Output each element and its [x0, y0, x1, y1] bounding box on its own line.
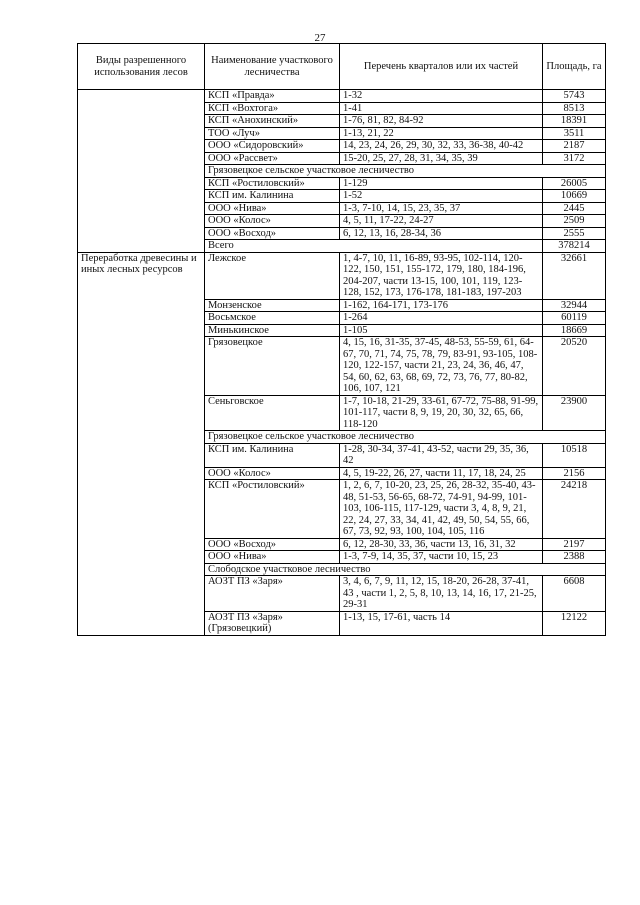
quarters-list: 1-7, 10-18, 21-29, 33-61, 67-72, 75-88, 91-99, 101-117, части 8, 9, 19, 20, 30, 32, 65, 66, 118-120: [340, 395, 543, 431]
forestry-name: Монзенское: [205, 299, 340, 312]
area-value: 18391: [543, 115, 606, 128]
forestry-name: ООО «Колос»: [205, 215, 340, 228]
quarters-list: 1, 2, 6, 7, 10-20, 23, 25, 26, 28-32, 35-40, 43-48, 51-53, 56-65, 68-72, 74-91, 94-99, 101-103, 106-115, 117-129, части 3, 4, 8, 9, 21, 22, 24, 27, 33, 34, 41, 42, 49, 50, 54, 55, 66, 67, 73, 92, 93, 100, 104, 105, 116: [340, 480, 543, 539]
area-value: 20520: [543, 337, 606, 396]
forestry-name: ООО «Восход»: [205, 538, 340, 551]
area-value: 2555: [543, 227, 606, 240]
quarters-list: 1-3, 7-9, 14, 35, 37, части 10, 15, 23: [340, 551, 543, 564]
area-value: 10518: [543, 443, 606, 467]
forestry-name: Восьмское: [205, 312, 340, 325]
forestry-name: КСП «Анохинский»: [205, 115, 340, 128]
quarters-list: 6, 12, 13, 16, 28-34, 36: [340, 227, 543, 240]
total-label: Всего: [205, 240, 543, 253]
area-value: 2187: [543, 140, 606, 153]
forestry-name: Грязовецкое: [205, 337, 340, 396]
area-value: 2197: [543, 538, 606, 551]
forestry-name: Лежское: [205, 252, 340, 299]
area-value: 8513: [543, 102, 606, 115]
forestry-name: ООО «Нива»: [205, 551, 340, 564]
forestry-name: КСП им. Калинина: [205, 443, 340, 467]
quarters-list: 4, 15, 16, 31-35, 37-45, 48-53, 55-59, 61, 64-67, 70, 71, 74, 75, 78, 79, 83-91, 93-105, 108-120, 122-157, части 21, 23, 24, 36, 46, 47, 54, 60, 62, 63, 68, 69, 72, 73, 76, 77, 80-82, 106, 107, 121: [340, 337, 543, 396]
area-value: 5743: [543, 90, 606, 103]
subheader-forestry: Грязовецкое сельское участковое лесничество: [205, 165, 606, 178]
quarters-list: 3, 4, 6, 7, 9, 11, 12, 15, 18-20, 26-28, 37-41, 43 , части 1, 2, 5, 8, 10, 13, 14, 16, 17, 21-25, 29-31: [340, 576, 543, 612]
forestry-name: АОЗТ ПЗ «Заря»: [205, 576, 340, 612]
quarters-list: 1-32: [340, 90, 543, 103]
forestry-name: КСП им. Калинина: [205, 190, 340, 203]
quarters-list: 1-105: [340, 324, 543, 337]
forestry-name: АОЗТ ПЗ «Заря» (Грязовецкий): [205, 611, 340, 635]
forestry-name: ТОО «Луч»: [205, 127, 340, 140]
forestry-name: ООО «Рассвет»: [205, 152, 340, 165]
quarters-list: 6, 12, 28-30, 33, 36, части 13, 16, 31, 32: [340, 538, 543, 551]
area-value: 26005: [543, 177, 606, 190]
use-type-cell: Переработка древесины и иных лесных ресурсов: [78, 252, 205, 635]
area-value: 23900: [543, 395, 606, 431]
area-value: 32944: [543, 299, 606, 312]
quarters-list: 14, 23, 24, 26, 29, 30, 32, 33, 36-38, 40-42: [340, 140, 543, 153]
forestry-name: ООО «Сидоровский»: [205, 140, 340, 153]
area-value: 32661: [543, 252, 606, 299]
forestry-name: КСП «Правда»: [205, 90, 340, 103]
area-value: 2156: [543, 467, 606, 480]
header-forestry: Наименование участкового лесничества: [205, 44, 340, 90]
quarters-list: 1-3, 7-10, 14, 15, 23, 35, 37: [340, 202, 543, 215]
forestry-name: КСП «Ростиловский»: [205, 480, 340, 539]
subheader-forestry: Слободское участковое лесничество: [205, 563, 606, 576]
quarters-list: 4, 5, 19-22, 26, 27, части 11, 17, 18, 24, 25: [340, 467, 543, 480]
header-quarters: Перечень кварталов или их частей: [340, 44, 543, 90]
quarters-list: 1, 4-7, 10, 11, 16-89, 93-95, 102-114, 120-122, 150, 151, 155-172, 179, 180, 184-196, 204-207, части 13-15, 100, 101, 119, 123-128, 152, 173, 176-178, 181-183, 197-203: [340, 252, 543, 299]
quarters-list: 1-162, 164-171, 173-176: [340, 299, 543, 312]
area-value: 2445: [543, 202, 606, 215]
land-use-table: [77, 43, 606, 636]
area-value: 12122: [543, 611, 606, 635]
area-value: 3511: [543, 127, 606, 140]
forestry-name: КСП «Вохтога»: [205, 102, 340, 115]
table-row: [78, 252, 606, 299]
quarters-list: 4, 5, 11, 17-22, 24-27: [340, 215, 543, 228]
quarters-list: 1-28, 30-34, 37-41, 43-52, части 29, 35, 36, 42: [340, 443, 543, 467]
area-value: 10669: [543, 190, 606, 203]
quarters-list: 1-76, 81, 82, 84-92: [340, 115, 543, 128]
forestry-name: ООО «Восход»: [205, 227, 340, 240]
area-value: 6608: [543, 576, 606, 612]
forestry-name: Сеньговское: [205, 395, 340, 431]
area-value: 24218: [543, 480, 606, 539]
header-area: Площадь, га: [543, 44, 606, 90]
header-use-type: Виды разрешенного использования лесов: [78, 44, 205, 90]
area-value: 60119: [543, 312, 606, 325]
quarters-list: 1-13, 21, 22: [340, 127, 543, 140]
total-value: 378214: [543, 240, 606, 253]
page-number: 27: [314, 32, 326, 44]
area-value: 2388: [543, 551, 606, 564]
area-value: 18669: [543, 324, 606, 337]
forestry-name: ООО «Нива»: [205, 202, 340, 215]
quarters-list: 1-52: [340, 190, 543, 203]
quarters-list: 1-129: [340, 177, 543, 190]
table-header-row: [78, 44, 606, 90]
forestry-name: Минькинское: [205, 324, 340, 337]
forestry-name: КСП «Ростиловский»: [205, 177, 340, 190]
quarters-list: 15-20, 25, 27, 28, 31, 34, 35, 39: [340, 152, 543, 165]
quarters-list: 1-41: [340, 102, 543, 115]
area-value: 2509: [543, 215, 606, 228]
use-type-cell: [78, 90, 205, 253]
quarters-list: 1-13, 15, 17-61, часть 14: [340, 611, 543, 635]
area-value: 3172: [543, 152, 606, 165]
quarters-list: 1-264: [340, 312, 543, 325]
forestry-name: ООО «Колос»: [205, 467, 340, 480]
table-row: [78, 90, 606, 103]
subheader-forestry: Грязовецкое сельское участковое лесничество: [205, 431, 606, 444]
